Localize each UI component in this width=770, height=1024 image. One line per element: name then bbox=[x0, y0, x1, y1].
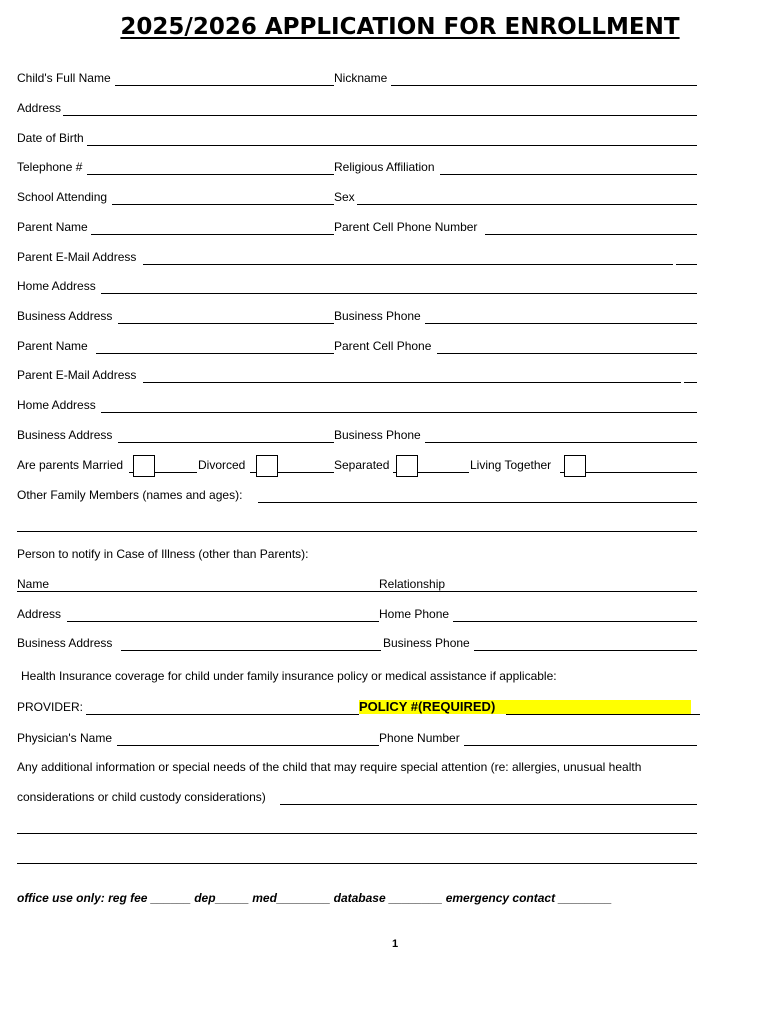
relationship-field[interactable] bbox=[379, 591, 697, 592]
separated-checkbox[interactable] bbox=[396, 455, 418, 477]
nickname-label: Nickname bbox=[334, 71, 388, 85]
additional-info-field-2[interactable] bbox=[17, 833, 697, 834]
notify-name-label: Name bbox=[17, 577, 50, 591]
parent-cell-label: Parent Cell Phone bbox=[334, 339, 432, 353]
policy-field[interactable] bbox=[506, 714, 700, 715]
home-address-2-label: Home Address bbox=[17, 398, 96, 412]
nickname-field[interactable] bbox=[391, 85, 697, 86]
business-phone-2-label: Business Phone bbox=[334, 428, 421, 442]
dob-label: Date of Birth bbox=[17, 131, 84, 145]
home-phone-field[interactable] bbox=[453, 621, 697, 622]
physician-label: Physician's Name bbox=[17, 731, 112, 745]
row-address bbox=[17, 98, 697, 116]
row-school bbox=[17, 187, 697, 205]
parent-name-label: Parent Name bbox=[17, 220, 88, 234]
row-parent-name bbox=[17, 217, 697, 235]
row-parent-name-2 bbox=[17, 336, 697, 354]
home-address-field[interactable] bbox=[101, 293, 697, 294]
row-physician bbox=[17, 728, 697, 746]
parent-email-field[interactable] bbox=[143, 264, 673, 265]
home-address-label: Home Address bbox=[17, 279, 96, 293]
notify-address-field[interactable] bbox=[67, 621, 379, 622]
notify-business-address-field[interactable] bbox=[121, 650, 381, 651]
policy-label: POLICY #(REQUIRED) bbox=[359, 700, 691, 714]
notify-business-phone-label: Business Phone bbox=[383, 636, 470, 650]
religious-label: Religious Affiliation bbox=[334, 160, 435, 174]
provider-field[interactable] bbox=[86, 714, 359, 715]
living-together-label: Living Together bbox=[470, 458, 552, 472]
row-additional-3 bbox=[17, 816, 697, 834]
phone-number-field[interactable] bbox=[464, 745, 697, 746]
row-dob bbox=[17, 128, 697, 146]
additional-info-text: Any additional information or special needs of the child that may require special attention (re: allergies, unusual health bbox=[17, 760, 642, 774]
row-business bbox=[17, 306, 697, 324]
business-phone-label: Business Phone bbox=[334, 309, 421, 323]
sex-field[interactable] bbox=[357, 204, 697, 205]
parent-email-label: Parent E-Mail Address bbox=[17, 250, 137, 264]
row-telephone bbox=[17, 157, 697, 175]
parent-name-2-field[interactable] bbox=[96, 353, 334, 354]
dob-field[interactable] bbox=[87, 145, 697, 146]
additional-info-field-3[interactable] bbox=[17, 863, 697, 864]
school-field[interactable] bbox=[112, 204, 334, 205]
row-insurance-note bbox=[17, 666, 697, 684]
business-address-2-label: Business Address bbox=[17, 428, 113, 442]
other-family-field[interactable] bbox=[258, 502, 697, 503]
row-home-address bbox=[17, 276, 697, 294]
office-use-line: office use only: reg fee ______ dep_____ med________ database ________ emergency contact ________ bbox=[17, 891, 612, 905]
home-phone-label: Home Phone bbox=[379, 607, 450, 621]
row-parent-email-2 bbox=[17, 365, 697, 383]
parent-cell-number-field[interactable] bbox=[485, 234, 697, 235]
married-checkbox[interactable] bbox=[133, 455, 155, 477]
row-other-family-2 bbox=[17, 514, 697, 532]
row-additional-1 bbox=[17, 757, 697, 775]
notify-business-address-label: Business Address bbox=[17, 636, 113, 650]
row-home-address-2 bbox=[17, 395, 697, 413]
row-notify-address bbox=[17, 604, 697, 622]
row-notify-heading bbox=[17, 544, 697, 562]
married-label: Are parents Married bbox=[17, 458, 124, 472]
row-child-name bbox=[17, 68, 697, 86]
additional-info-text-2: considerations or child custody considerations) bbox=[17, 790, 266, 804]
relationship-label: Relationship bbox=[379, 577, 446, 591]
page-number: 1 bbox=[391, 938, 399, 950]
business-phone-field[interactable] bbox=[425, 323, 697, 324]
child-name-field[interactable] bbox=[115, 85, 334, 86]
telephone-label: Telephone # bbox=[17, 160, 83, 174]
divorced-checkbox[interactable] bbox=[256, 455, 278, 477]
row-notify-name bbox=[17, 574, 697, 592]
other-family-label: Other Family Members (names and ages): bbox=[17, 488, 243, 502]
telephone-field[interactable] bbox=[87, 174, 334, 175]
child-name-label: Child's Full Name bbox=[17, 71, 111, 85]
physician-field[interactable] bbox=[117, 745, 379, 746]
religious-field[interactable] bbox=[440, 174, 697, 175]
additional-info-field[interactable] bbox=[280, 804, 697, 805]
parent-name-field[interactable] bbox=[91, 234, 334, 235]
business-address-label: Business Address bbox=[17, 309, 113, 323]
parent-name-2-label: Parent Name bbox=[17, 339, 88, 353]
parent-email-2-label: Parent E-Mail Address bbox=[17, 368, 137, 382]
home-address-2-field[interactable] bbox=[101, 412, 697, 413]
row-marital-status bbox=[17, 455, 697, 473]
school-label: School Attending bbox=[17, 190, 108, 204]
row-other-family bbox=[17, 485, 697, 503]
notify-heading: Person to notify in Case of Illness (other than Parents): bbox=[17, 547, 309, 561]
divorced-label: Divorced bbox=[198, 458, 246, 472]
row-business-2 bbox=[17, 425, 697, 443]
address-label: Address bbox=[17, 101, 62, 115]
provider-label: PROVIDER: bbox=[17, 700, 84, 714]
business-address-field[interactable] bbox=[118, 323, 334, 324]
row-notify-business bbox=[17, 633, 697, 651]
row-additional-4 bbox=[17, 846, 697, 864]
row-parent-email bbox=[17, 247, 697, 265]
notify-business-phone-field[interactable] bbox=[474, 650, 697, 651]
parent-email-2-field[interactable] bbox=[143, 382, 681, 383]
phone-number-label: Phone Number bbox=[379, 731, 460, 745]
business-phone-2-field[interactable] bbox=[425, 442, 697, 443]
parent-cell-field[interactable] bbox=[437, 353, 697, 354]
address-field[interactable] bbox=[63, 115, 697, 116]
separated-label: Separated bbox=[334, 458, 390, 472]
parent-cell-number-label: Parent Cell Phone Number bbox=[334, 220, 478, 234]
page-title: 2025/2026 APPLICATION FOR ENROLLMENT bbox=[120, 14, 680, 40]
row-provider bbox=[17, 697, 697, 715]
row-additional-2 bbox=[17, 787, 697, 805]
notify-address-label: Address bbox=[17, 607, 62, 621]
living-together-checkbox[interactable] bbox=[564, 455, 586, 477]
business-address-2-field[interactable] bbox=[118, 442, 334, 443]
sex-label: Sex bbox=[334, 190, 355, 204]
other-family-field-2[interactable] bbox=[17, 531, 697, 532]
insurance-note: Health Insurance coverage for child under family insurance policy or medical assistance if applicable: bbox=[21, 669, 557, 683]
notify-name-field[interactable] bbox=[17, 591, 379, 592]
